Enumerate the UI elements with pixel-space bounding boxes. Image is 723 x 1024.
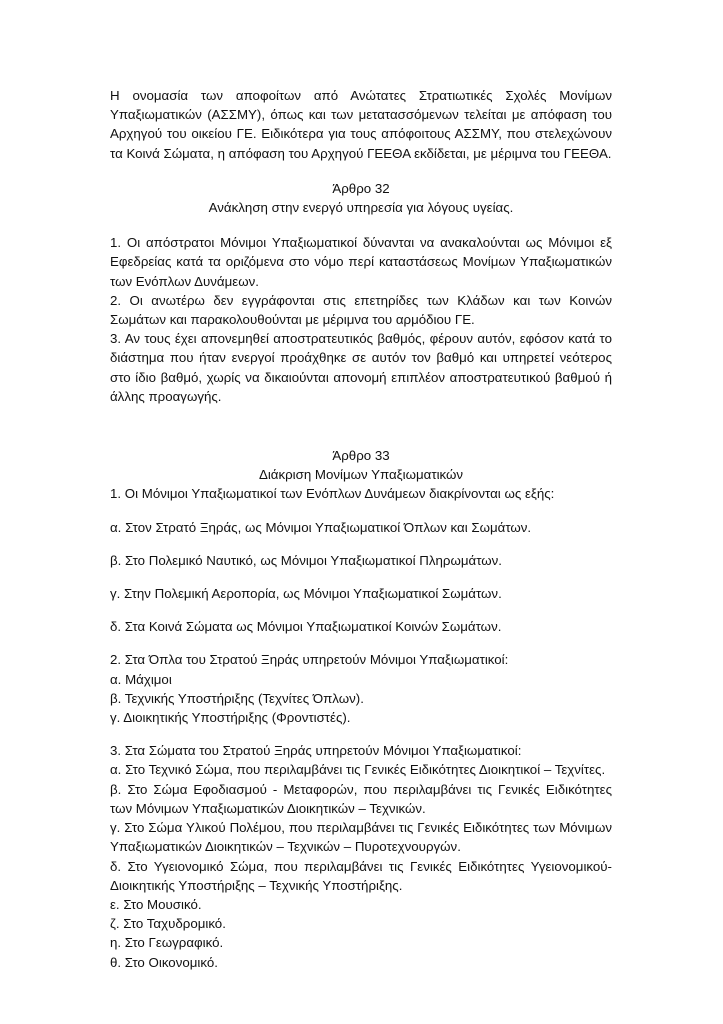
list-item: γ. Στο Σώμα Υλικού Πολέμου, που περιλαμβάνει τις Γενικές Ειδικότητες των Μόνιμων Υπαξιωματικών Διοικητικών – Τεχνικών – Πυροτεχνουργών. [110,820,612,855]
list-item: ε. Στο Μουσικό. [110,896,202,912]
intro-paragraph: Η ονομασία των αποφοίτων από Ανώτατες Στρατιωτικές Σχολές Μονίμων Υπαξιωματικών (ΑΣΣΜΥ), όπως και των μετατασσόμενων τελείται με απόφαση του Αρχηγού του οικείου ΓΕ. Ειδικότερα για τους απόφοιτους ΑΣΣΜΥ, που στελεχώνουν τα Κοινά Σώματα, η απόφαση του Αρχηγού ΓΕΕΘΑ εκδίδεται, με μέριμνα του ΓΕΕΘΑ. [110,88,612,161]
branch-item: γ. Στην Πολεμική Αεροπορία, ως Μόνιμοι Υπαξιωματικοί Σωμάτων. [110,586,502,602]
list-item: δ. Στο Υγειονομικό Σώμα, που περιλαμβάνει τις Γενικές Ειδικότητες Υγειονομικού-Διοικητικής Υποστήριξης – Τεχνικής Υποστήριξης. [110,858,612,893]
article-32-number: Άρθρο 32 [332,180,390,196]
article-33-paragraph-2-heading: 2. Στα Όπλα του Στρατού Ξηράς υπηρετούν Μόνιμοι Υπαξιωματικοί: [110,652,509,668]
list-item: θ. Στο Οικονομικό. [110,954,218,970]
article-33-paragraph-3-heading: 3. Στα Σώματα του Στρατού Ξηράς υπηρετούν Μόνιμοι Υπαξιωματικοί: [110,743,522,759]
list-item: β. Στο Σώμα Εφοδιασμού - Μεταφορών, που περιλαμβάνει τις Γενικές Ειδικότητες των Μόνιμων Υπαξιωματικών Διοικητικών – Τεχνικών. [110,781,612,816]
branch-item: β. Στο Πολεμικό Ναυτικό, ως Μόνιμοι Υπαξιωματικοί Πληρωμάτων. [110,552,502,568]
list-item: α. Μάχιμοι [110,671,172,687]
article-33-title: Διάκριση Μονίμων Υπαξιωματικών [258,467,464,483]
article-32-paragraph-2: 2. Οι ανωτέρω δεν εγγράφονται στις επετηρίδες των Κλάδων και των Κοινών Σωμάτων και παρακολουθούνται με μέριμνα του αρμόδιου ΓΕ. [110,292,612,328]
document-body [110,86,612,972]
branch-item: δ. Στα Κοινά Σώματα ως Μόνιμοι Υπαξιωματικοί Κοινών Σωμάτων. [110,619,502,635]
article-32-paragraph-3: 3. Αν τους έχει απονεμηθεί αποστρατευτικός βαθμός, φέρουν αυτόν, εφόσον κατά το διάστημα που ήταν ενεργοί προάχθηκε σε αυτόν τον βαθμό και υπηρετεί νεότερος στο ίδιο βαθμό, χωρίς να δικαιούνται απονομή επιπλέον αποστρατευτικού βαθμού ή άλλης προαγωγής. [110,331,612,404]
list-item: γ. Διοικητικής Υποστήριξης (Φροντιστές). [110,710,351,726]
branch-item: α. Στον Στρατό Ξηράς, ως Μόνιμοι Υπαξιωματικοί Όπλων και Σωμάτων. [110,519,532,535]
list-item: β. Τεχνικής Υποστήριξης (Τεχνίτες Όπλων). [110,690,364,706]
article-33-paragraph-1: 1. Οι Μόνιμοι Υπαξιωματικοί των Ενόπλων Δυνάμεων διακρίνονται ως εξής: [110,486,555,502]
list-item: ζ. Στο Ταχυδρομικό. [110,916,226,932]
article-32-title: Ανάκληση στην ενεργό υπηρεσία για λόγους υγείας. [208,200,514,216]
list-item: η. Στο Γεωγραφικό. [110,935,224,951]
list-item: α. Στο Τεχνικό Σώμα, που περιλαμβάνει τις Γενικές Ειδικότητες Διοικητικοί – Τεχνίτες. [110,762,606,778]
article-32-paragraph-1: 1. Οι απόστρατοι Μόνιμοι Υπαξιωματικοί δύνανται να ανακαλούνται ως Μόνιμοι εξ Εφεδρείας κατά τα οριζόμενα στο νόμο περί καταστάσεως Μονίμων Υπαξιωματικών των Ενόπλων Δυνάμεων. [110,235,612,289]
article-33-number: Άρθρο 33 [332,448,390,464]
